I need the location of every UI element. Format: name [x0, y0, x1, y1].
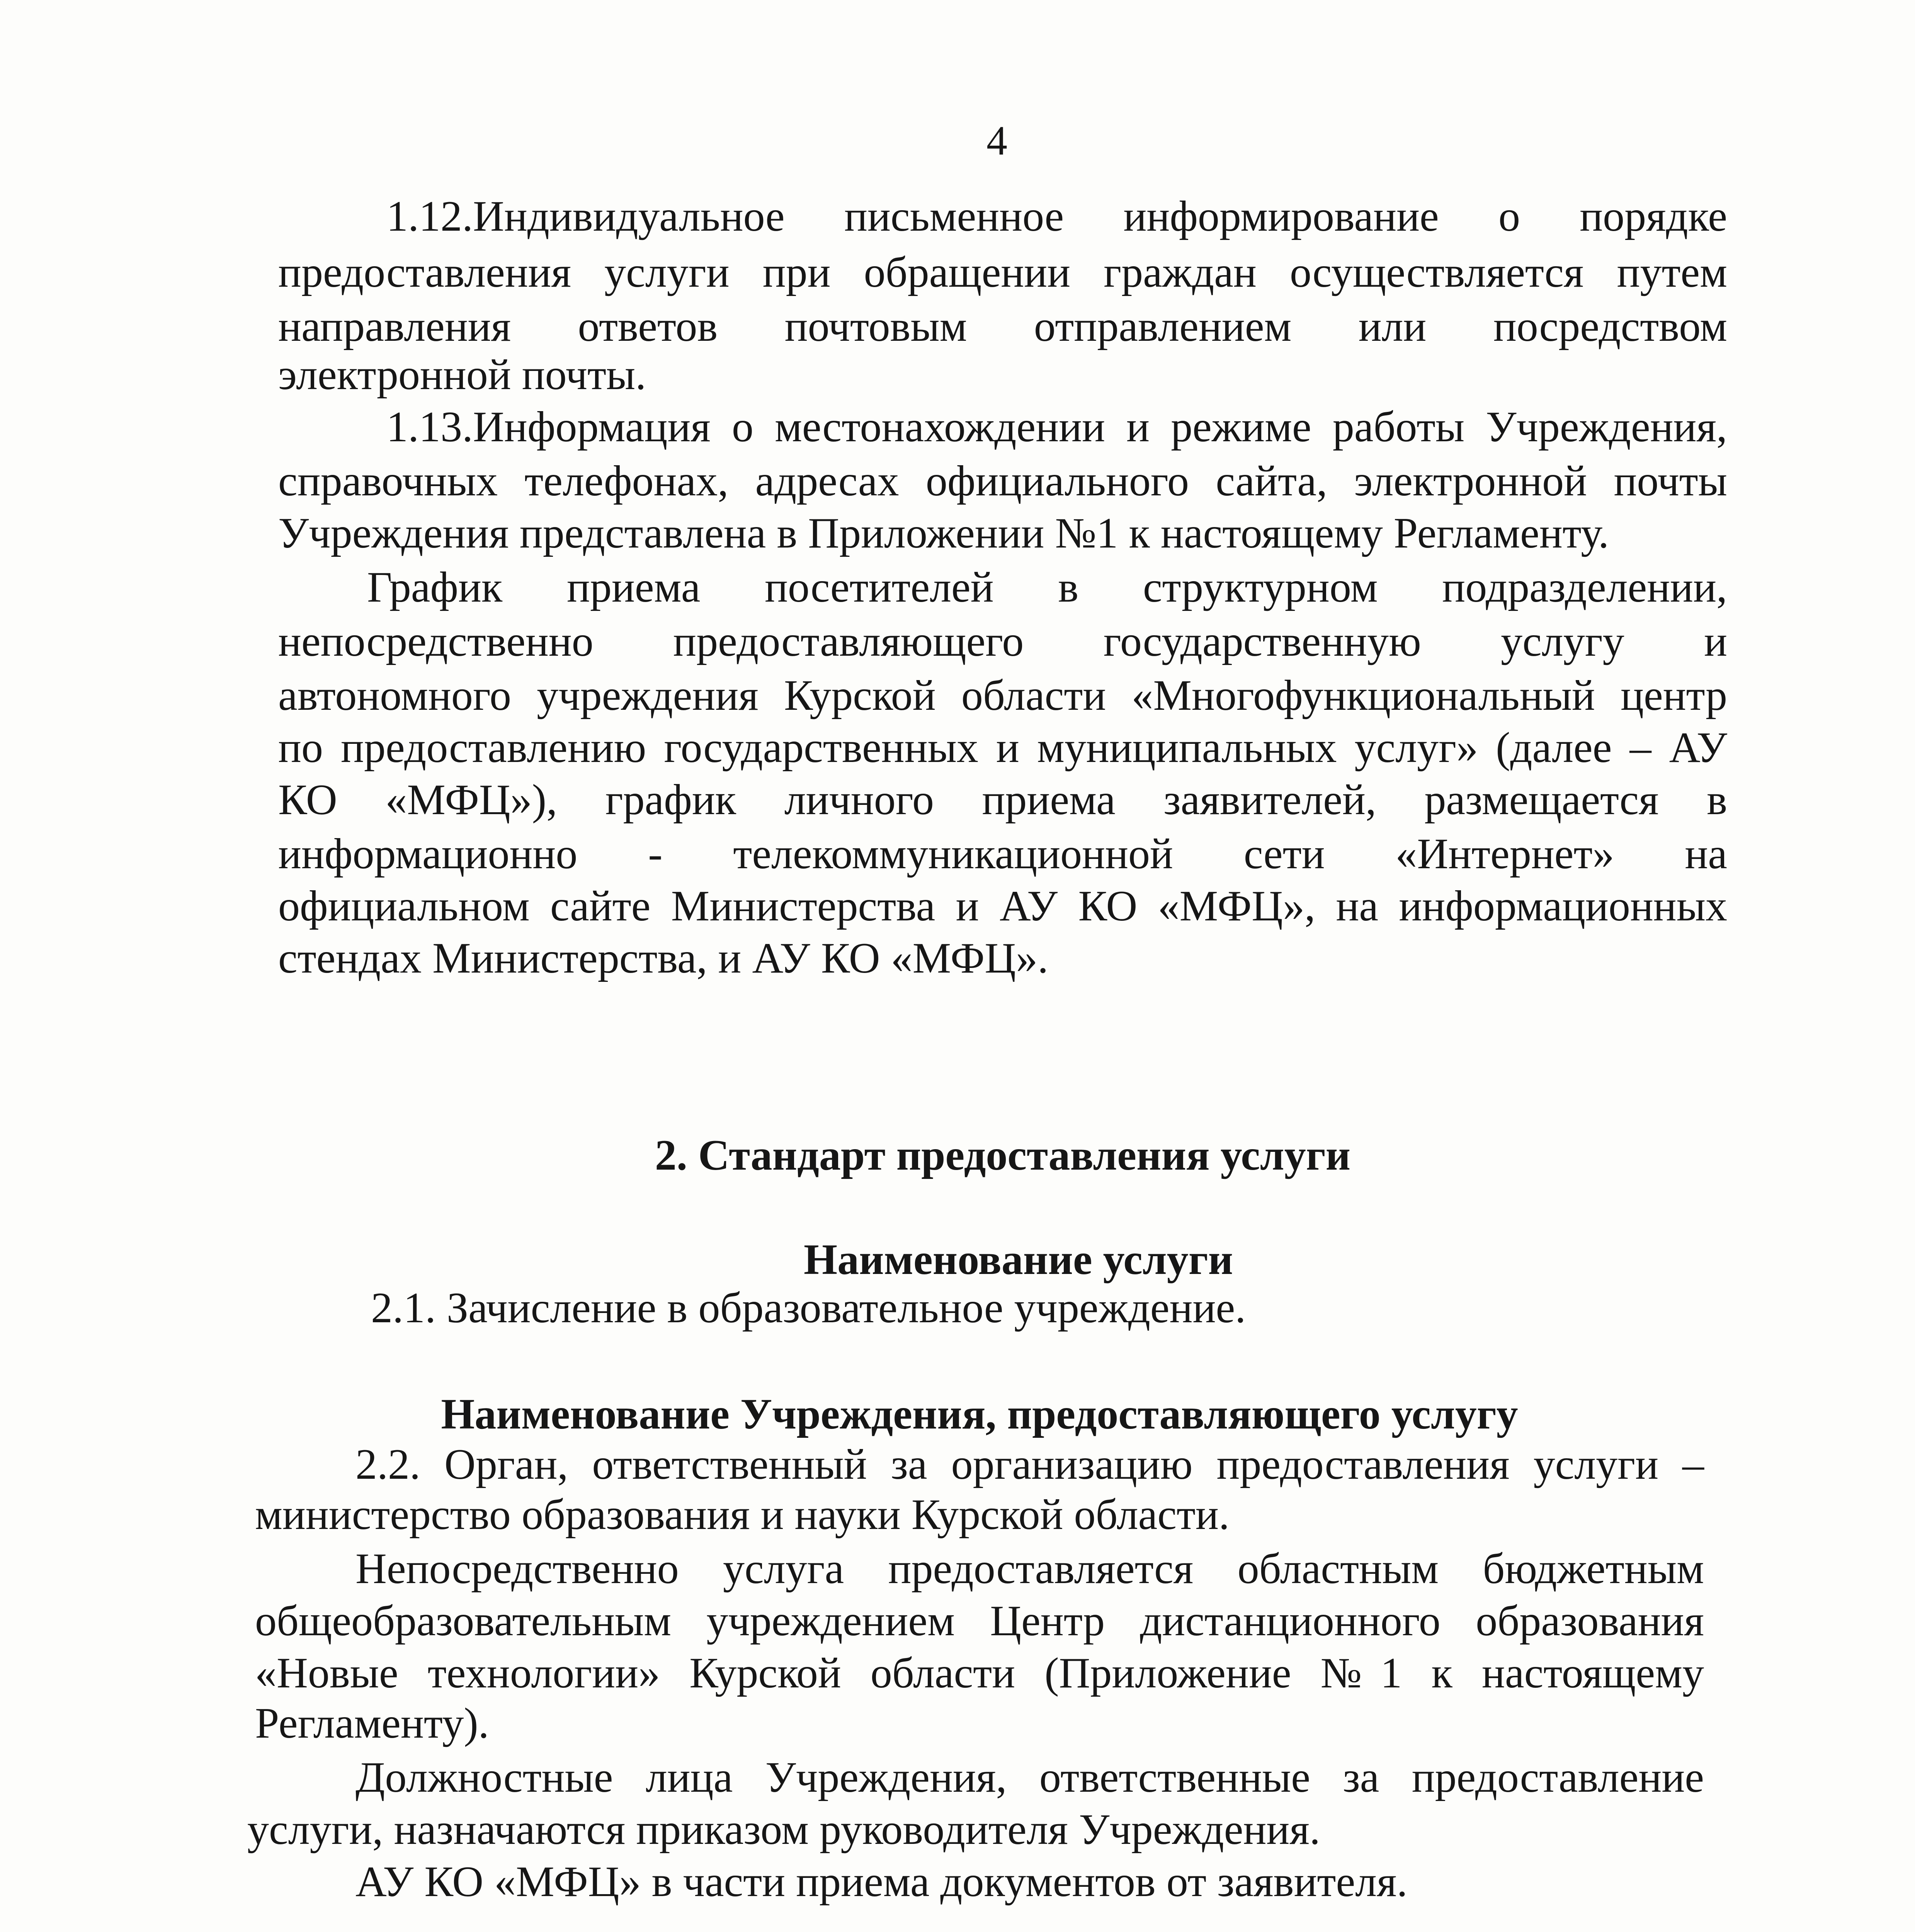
- paragraph-1-12-line: направления ответов почтовым отправлением или посредством: [278, 303, 1727, 350]
- section-2-title: 2. Стандарт предоставления услуги: [655, 1131, 1351, 1179]
- direct-provision-line: Непосредственно услуга предоставляется областным бюджетным: [355, 1545, 1704, 1593]
- officials-line: Должностные лица Учреждения, ответственные за предоставление: [355, 1753, 1704, 1801]
- mfc-line: АУ КО «МФЦ» в части приема документов от заявителя.: [355, 1858, 1408, 1906]
- paragraph-1-13-line: Учреждения представлена в Приложении №1 к настоящему Регламенту.: [278, 509, 1609, 557]
- service-name-heading: Наименование услуги: [804, 1236, 1233, 1284]
- paragraph-1-13-line: 1.13.Информация о местонахождении и режиме работы Учреждения,: [386, 403, 1727, 451]
- schedule-paragraph-line: КО «МФЦ»), график личного приема заявителей, размещается в: [278, 776, 1727, 824]
- paragraph-1-12-line: электронной почты.: [278, 351, 646, 399]
- paragraph-1-13-line: справочных телефонах, адресах официального сайта, электронной почты: [278, 457, 1727, 505]
- paragraph-2-2-line: министерство образования и науки Курской области.: [255, 1491, 1230, 1539]
- direct-provision-line: «Новые технологии» Курской области (Приложение №1 к настоящему: [255, 1649, 1704, 1697]
- direct-provision-line: общеобразовательным учреждением Центр дистанционного образования: [255, 1597, 1704, 1645]
- page-number: 4: [986, 118, 1007, 164]
- schedule-paragraph-line: официальном сайте Министерства и АУ КО «МФЦ», на информационных: [278, 882, 1727, 930]
- schedule-paragraph-line: непосредственно предоставляющего государственную услугу и: [278, 617, 1727, 665]
- officials-line: услуги, назначаются приказом руководителя Учреждения.: [247, 1806, 1320, 1854]
- schedule-paragraph-line: информационно - телекоммуникационной сети «Интернет» на: [278, 830, 1727, 878]
- paragraph-2-2-line: 2.2. Орган, ответственный за организацию предоставления услуги –: [355, 1440, 1704, 1488]
- institution-heading: Наименование Учреждения, предоставляющего услугу: [441, 1390, 1518, 1438]
- schedule-paragraph-line: по предоставлению государственных и муниципальных услуг» (далее – АУ: [278, 724, 1727, 772]
- paragraph-1-12-line: 1.12.Индивидуальное письменное информирование о порядке: [386, 192, 1727, 240]
- paragraph-1-12-line: предоставления услуги при обращении граждан осуществляется путем: [278, 248, 1727, 296]
- schedule-paragraph-line: График приема посетителей в структурном подразделении,: [367, 563, 1727, 611]
- schedule-paragraph-line: автономного учреждения Курской области «Многофункциональный центр: [278, 672, 1727, 719]
- direct-provision-line: Регламенту).: [255, 1699, 489, 1747]
- schedule-paragraph-line: стендах Министерства, и АУ КО «МФЦ».: [278, 934, 1049, 982]
- paragraph-2-1: 2.1. Зачисление в образовательное учреждение.: [371, 1284, 1246, 1332]
